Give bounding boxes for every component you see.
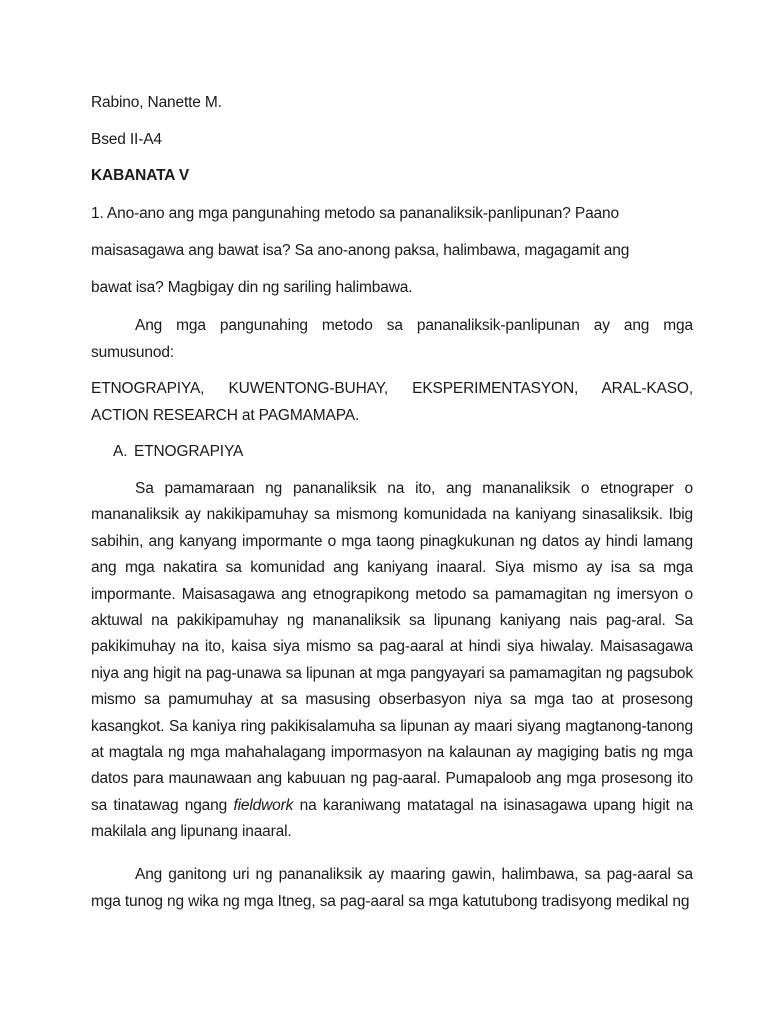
body-paragraph-1 bbox=[91, 476, 693, 846]
chapter-heading: KABANATA V bbox=[91, 167, 190, 184]
course-section: Bsed II-A4 bbox=[91, 131, 162, 148]
question-line-1: 1. Ano-ano ang mga pangunahing metodo sa pananaliksik-panlipunan? Paano bbox=[91, 205, 619, 222]
intro-paragraph: Ang mga pangunahing metodo sa pananaliksik-panlipunan ay ang mga sumusunod: bbox=[91, 317, 693, 361]
methods-list: ETNOGRAPIYA, KUWENTONG-BUHAY, EKSPERIMENTASYON, ARAL-KASO, ACTION RESEARCH at PAGMAMAPA. bbox=[91, 380, 693, 424]
question-line-3: bawat isa? Magbigay din ng sariling halimbawa. bbox=[91, 279, 413, 296]
section-a-title: ETNOGRAPIYA bbox=[134, 443, 244, 460]
author-name: Rabino, Nanette M. bbox=[91, 94, 222, 111]
body-paragraph-2: Ang ganitong uri ng pananaliksik ay maaring gawin, halimbawa, sa pag-aaral sa mga tunog ng wika ng mga Itneg, sa pag-aaral sa mga katutubong tradisyong medikal ng bbox=[91, 866, 693, 911]
paragraph-1-continuation: na karaniwang matatagal na isinasagawa upang higit na makilala ang lipunang inaaral. bbox=[91, 796, 693, 841]
section-a-marker: A. bbox=[113, 443, 128, 460]
question-line-2: maisasagawa ang bawat isa? Sa ano-anong paksa, halimbawa, magagamit ang bbox=[91, 242, 630, 259]
italic-term: fieldwork bbox=[233, 796, 294, 814]
section-a-heading bbox=[113, 443, 243, 461]
paragraph-1-text: Sa pamamaraan ng pananaliksik na ito, ang mananaliksik o etnograper o mananaliksik ay nakikipamuhay sa mismong komunidada na kaniyang sinasaliksik. Ibig sabihin, ang kanyang impormante o mga taong pinagkukunan ng datos ay hindi lamang ang mga nakatira sa komunidad ang kaniyang inaaral. Siya mismo ay isa sa mga impormante. Maisasagawa ang etnograpikong metodo sa pamamagitan ng imersyon o aktuwal na pakikipamuhay ng mananaliksik sa lipunang kaniyang nais pag-aral. Sa pakikimuhay na ito, kaisa siya mismo sa pag-aaral at hindi siya hiwalay. Maisasagawa niya ang higit na pag-unawa sa lipunan at mga pangyayari sa pamamagitan ng pagsubok mismo sa pamumuhay at sa masusing obserbasyon niya sa mga tao at prosesong kasangkot. Sa kaniya ring pakikisalamuha sa lipunan ay maari siyang magtanong-tanong at magtala ng mga mahahalagang impormasyon na kalaunan ay magiging batis ng mga datos para maunawaan ang kabuuan ng pag-aaral. Pumapaloob ang mga prosesong ito sa tinatawag ngang bbox=[91, 480, 693, 814]
